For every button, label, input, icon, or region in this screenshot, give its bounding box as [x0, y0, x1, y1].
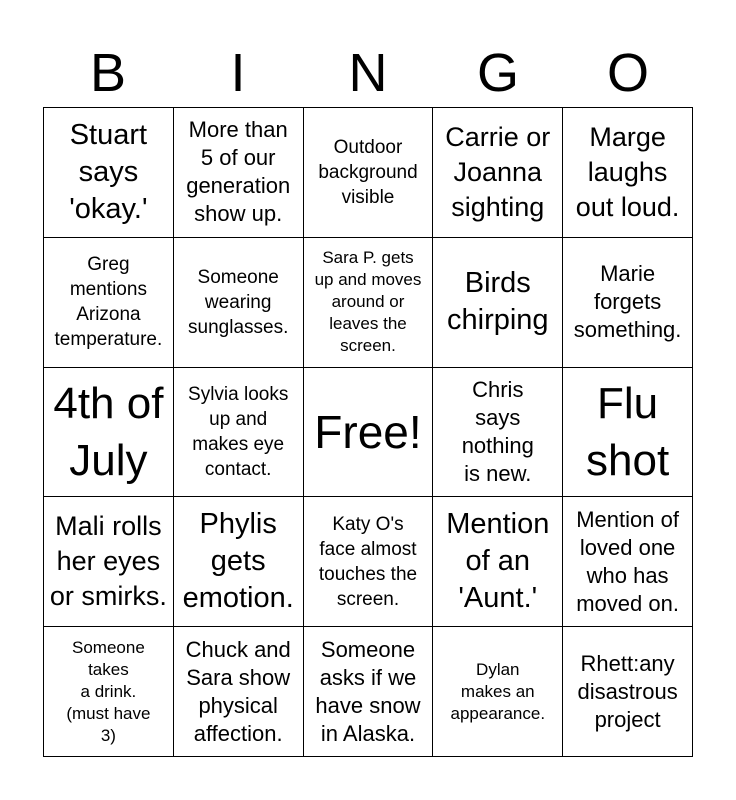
- cell-text: Marie forgets something.: [573, 261, 682, 343]
- bingo-cell-r1-c2[interactable]: [174, 108, 304, 238]
- cell-text: Rhett:any disastrous project: [577, 650, 678, 732]
- cell-text: Someone wearing sunglasses.: [188, 266, 289, 338]
- bingo-cell-r1-c5[interactable]: [563, 108, 693, 238]
- header-letter-o: O: [606, 43, 649, 103]
- cell-text: Mention of loved one who has moved on.: [576, 506, 679, 616]
- bingo-cell-r2-c5[interactable]: [563, 238, 693, 368]
- cell-text: Stuart says 'okay.': [69, 118, 148, 225]
- cell-text: Greg mentions Arizona temperature.: [54, 254, 163, 351]
- bingo-cell-r1-c1[interactable]: [44, 108, 174, 238]
- header-letter-n: N: [348, 43, 388, 103]
- cell-text: Chuck and Sara show physical affection.: [185, 636, 291, 746]
- header-letter-g: G: [476, 43, 519, 103]
- cell-text: More than 5 of our generation show up.: [186, 117, 291, 227]
- cell-text: Someone takes a drink. (must have 3): [66, 637, 151, 745]
- bingo-cell-r4-c1[interactable]: [44, 497, 174, 627]
- bingo-cell-r5-c5[interactable]: [563, 627, 693, 757]
- cell-text: Mali rolls her eyes or smirks.: [49, 511, 167, 612]
- cell-text: Sara P. gets up and moves around or leaves the screen.: [314, 248, 422, 356]
- bingo-cell-free[interactable]: [304, 368, 434, 498]
- cell-text: Outdoor background visible: [318, 136, 418, 208]
- bingo-cell-r1-c3[interactable]: [304, 108, 434, 238]
- bingo-cell-r5-c2[interactable]: [174, 627, 304, 757]
- cell-text: Carrie or Joanna sighting: [445, 121, 551, 222]
- cell-text: Someone asks if we have snow in Alaska.: [315, 636, 421, 746]
- cell-text: 4th of July: [53, 378, 164, 485]
- bingo-cell-r3-c4[interactable]: [433, 368, 563, 498]
- cell-text: Mention of an 'Aunt.': [446, 508, 550, 615]
- cell-text: Chris says nothing is new.: [461, 376, 534, 486]
- bingo-cell-r4-c3[interactable]: [304, 497, 434, 627]
- bingo-cell-r5-c4[interactable]: [433, 627, 563, 757]
- bingo-header: [43, 38, 693, 108]
- bingo-cell-r4-c2[interactable]: [174, 497, 304, 627]
- bingo-board: [43, 107, 693, 757]
- bingo-cell-r2-c3[interactable]: [304, 238, 434, 368]
- bingo-cell-r2-c1[interactable]: [44, 238, 174, 368]
- bingo-cell-r4-c5[interactable]: [563, 497, 693, 627]
- bingo-cell-r3-c5[interactable]: [563, 368, 693, 498]
- cell-text: Dylan makes an appearance.: [450, 659, 546, 723]
- header-letter-i: I: [230, 43, 246, 103]
- bingo-cell-r5-c3[interactable]: [304, 627, 434, 757]
- header-letter-b: B: [89, 43, 127, 103]
- free-space-text: Free!: [314, 405, 422, 458]
- cell-text: Katy O's face almost touches the screen.: [318, 513, 418, 610]
- bingo-cell-r2-c4[interactable]: [433, 238, 563, 368]
- bingo-cell-r4-c4[interactable]: [433, 497, 563, 627]
- bingo-cell-r1-c4[interactable]: [433, 108, 563, 238]
- cell-text: Sylvia looks up and makes eye contact.: [188, 383, 289, 480]
- bingo-cell-r2-c2[interactable]: [174, 238, 304, 368]
- bingo-cell-r3-c1[interactable]: [44, 368, 174, 498]
- cell-text: Birds chirping: [447, 267, 549, 337]
- cell-text: Marge laughs out loud.: [575, 121, 680, 222]
- cell-text: Flu shot: [586, 378, 670, 485]
- bingo-cell-r3-c2[interactable]: [174, 368, 304, 498]
- bingo-cell-r5-c1[interactable]: [44, 627, 174, 757]
- cell-text: Phylis gets emotion.: [182, 508, 294, 615]
